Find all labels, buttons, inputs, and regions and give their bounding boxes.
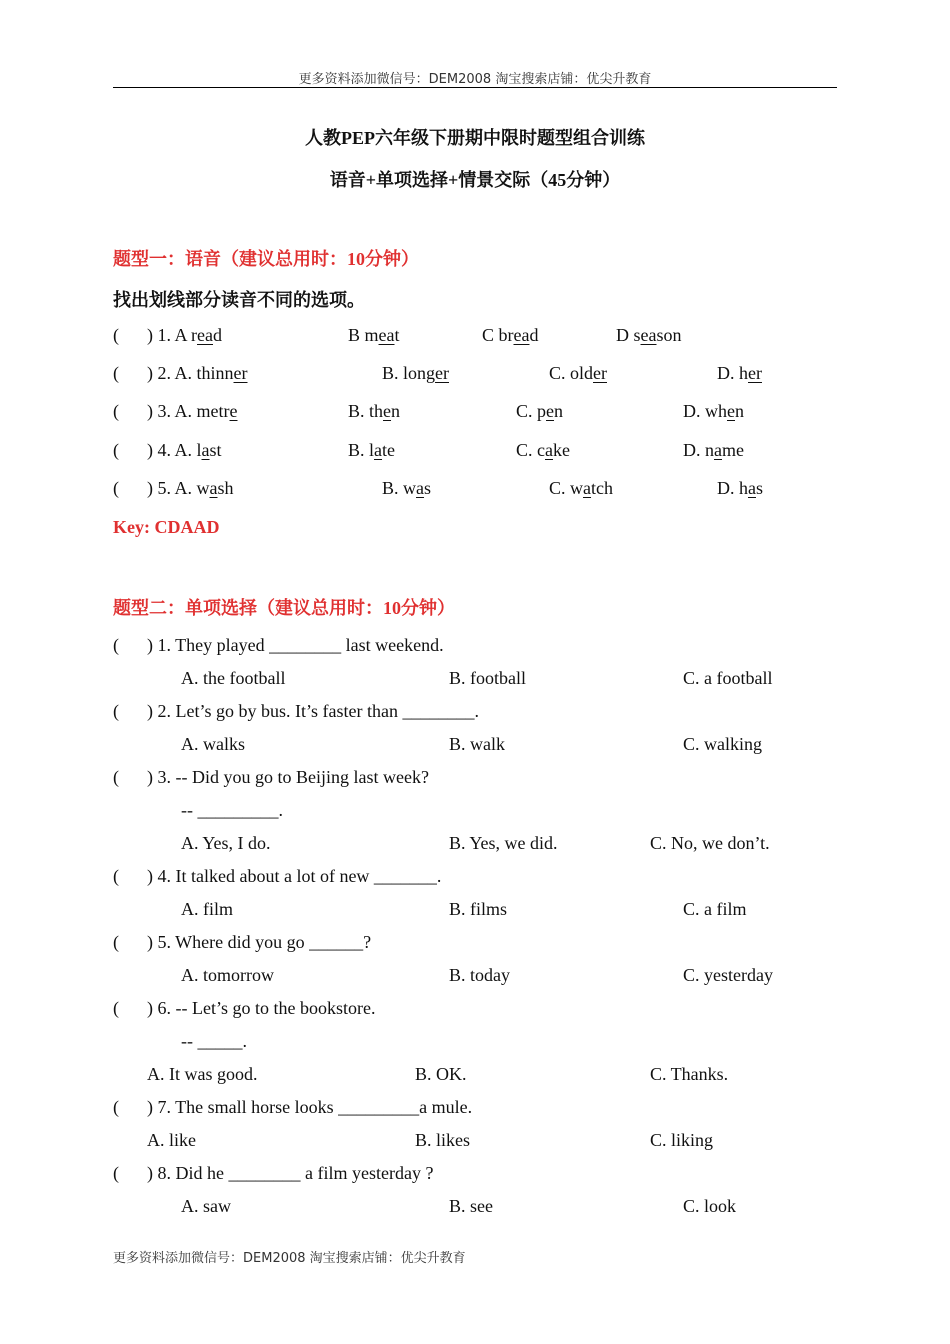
option-d: D. has — [717, 478, 764, 498]
header-divider — [113, 87, 837, 88]
question-text: ) 4. A. last — [147, 440, 222, 460]
option-a: A. It was good. — [147, 1064, 258, 1084]
option-c: C. older — [549, 363, 607, 383]
answer-paren[interactable]: ( — [113, 932, 119, 952]
option-b: B. OK. — [415, 1064, 467, 1084]
answer-paren[interactable]: ( — [113, 440, 119, 460]
answer-key: Key: CDAAD — [113, 517, 220, 537]
option-b: B. see — [449, 1196, 493, 1216]
option-c: C. walking — [683, 734, 762, 754]
answer-paren[interactable]: ( — [113, 767, 119, 787]
question-stem: ) 3. -- Did you go to Beijing last week? — [147, 767, 429, 787]
question-stem: ) 4. It talked about a lot of new _______. — [147, 866, 442, 886]
option-c: C. yesterday — [683, 965, 773, 985]
page-footer: 更多资料添加微信号：DEM2008 淘宝搜索店铺：优尖升教育 — [113, 1251, 466, 1266]
page-title: 人教PEP六年级下册期中限时题型组合训练 — [305, 128, 645, 148]
section1-heading: 题型一：语音（建议总用时：10分钟） — [113, 249, 419, 269]
option-c: C. cake — [516, 440, 570, 460]
option-c: C bread — [482, 325, 539, 345]
option-c: C. watch — [549, 478, 614, 498]
option-c: C. No, we don’t. — [650, 833, 770, 853]
question-stem: ) 1. They played ________ last weekend. — [147, 635, 444, 655]
question-stem: ) 6. -- Let’s go to the bookstore. — [147, 998, 376, 1018]
section2-heading: 题型二：单项选择（建议总用时：10分钟） — [113, 598, 455, 618]
answer-paren[interactable]: ( — [113, 1097, 119, 1117]
option-b: B. likes — [415, 1130, 471, 1150]
page-subtitle: 语音+单项选择+情景交际（45分钟） — [329, 170, 621, 190]
page-header: 更多资料添加微信号：DEM2008 淘宝搜索店铺：优尖升教育 — [298, 72, 652, 87]
option-d: D season — [616, 325, 682, 345]
question-reply: -- _____. — [181, 1031, 247, 1051]
option-a: A. film — [181, 899, 233, 919]
option-b: B. then — [348, 401, 401, 421]
option-a: A. saw — [181, 1196, 231, 1216]
section1-instruction: 找出划线部分读音不同的选项。 — [113, 290, 365, 310]
question-reply: -- _________. — [181, 800, 283, 820]
option-b: B. today — [449, 965, 510, 985]
option-d: D. when — [683, 401, 744, 421]
question-text: ) 1. A read — [147, 325, 222, 345]
option-d: D. her — [717, 363, 762, 383]
answer-paren[interactable]: ( — [113, 401, 119, 421]
question-stem: ) 8. Did he ________ a film yesterday ? — [147, 1163, 434, 1183]
option-b: B. films — [449, 899, 508, 919]
answer-paren[interactable]: ( — [113, 866, 119, 886]
option-d: D. name — [683, 440, 744, 460]
question-text: ) 3. A. metre — [147, 401, 238, 421]
answer-paren[interactable]: ( — [113, 363, 119, 383]
answer-paren[interactable]: ( — [113, 325, 119, 345]
question-stem: ) 5. Where did you go ______? — [147, 932, 372, 952]
answer-paren[interactable]: ( — [113, 1163, 119, 1183]
option-a: A. Yes, I do. — [181, 833, 271, 853]
option-b: B. Yes, we did. — [449, 833, 558, 853]
option-a: A. like — [147, 1130, 196, 1150]
option-a: A. the football — [181, 668, 286, 688]
option-c: C. look — [683, 1196, 737, 1216]
answer-paren[interactable]: ( — [113, 998, 119, 1018]
option-b: B meat — [348, 325, 400, 345]
answer-paren[interactable]: ( — [113, 478, 119, 498]
option-c: C. a football — [683, 668, 773, 688]
option-c: C. liking — [650, 1130, 714, 1150]
question-stem: ) 2. Let’s go by bus. It’s faster than ________. — [147, 701, 479, 721]
question-text: ) 2. A. thinner — [147, 363, 248, 383]
option-c: C. pen — [516, 401, 564, 421]
option-c: C. Thanks. — [650, 1064, 729, 1084]
option-b: B. was — [382, 478, 432, 498]
answer-paren[interactable]: ( — [113, 701, 119, 721]
question-text: ) 5. A. wash — [147, 478, 234, 498]
question-stem: ) 7. The small horse looks _________a mule. — [147, 1097, 473, 1117]
option-b: B. longer — [382, 363, 449, 383]
answer-paren[interactable]: ( — [113, 635, 119, 655]
option-c: C. a film — [683, 899, 747, 919]
option-b: B. late — [348, 440, 396, 460]
option-b: B. walk — [449, 734, 505, 754]
option-b: B. football — [449, 668, 526, 688]
option-a: A. tomorrow — [181, 965, 274, 985]
option-a: A. walks — [181, 734, 245, 754]
